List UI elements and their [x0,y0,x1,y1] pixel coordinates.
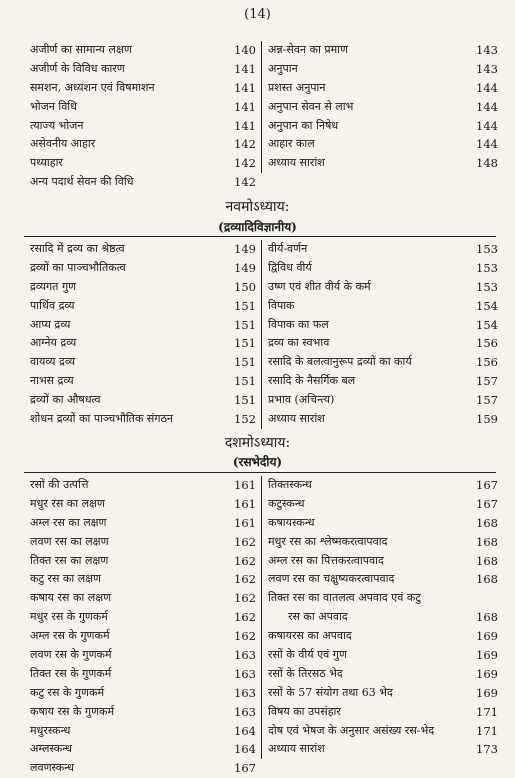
toc-entry-title: अजीर्ण का सामान्य लक्षण [30,43,132,56]
toc-entry [262,240,498,259]
toc-entry [262,608,498,627]
toc-entry [262,79,498,98]
toc-entry-page: 154 [476,317,498,332]
toc-entry-page: 161 [234,496,256,511]
toc-entry-title: अन्न-सेवन का प्रमाण [268,43,348,56]
toc-entry-page: 151 [234,336,256,351]
toc-entry-page: 167 [476,478,498,492]
toc-entry [262,646,498,665]
toc-entry [24,514,261,533]
toc-entry-page: 163 [234,704,256,719]
toc-entry-title: अम्लस्कन्ध [30,742,73,756]
toc-entry-title: द्रव्यगत गुण [30,279,77,293]
toc-entry-title: रसों की उत्पत्ति [30,478,89,491]
toc-entry [24,759,261,778]
chapter-9-subheading: (द्रव्यादिविज्ञानीय) [218,220,297,234]
toc-entry-page: 162 [234,553,256,568]
toc-entry-page: 151 [234,355,256,370]
toc-entry [24,79,261,98]
toc-entry-title: विपाक [268,298,295,312]
right-column [261,41,498,173]
toc-entry-title: दोष एवं भेषज के अनुसार असंख्य रस-भेद [268,723,435,737]
toc-entry [262,476,498,495]
chapter-10-rule [24,472,496,473]
toc-entry [24,476,261,495]
toc-entry-page: 168 [476,515,498,530]
toc-entry-page: 150 [234,279,256,294]
toc-entry-title: रसादि के बलत्वानुरूप द्रव्यों का कार्य [268,355,412,369]
toc-entry-title: विपाक का फल [268,317,329,331]
toc-entry [24,135,261,154]
toc-entry-page: 173 [476,742,498,757]
toc-entry [24,722,261,741]
toc-entry-page: 151 [234,374,256,389]
toc-entry-title: द्विविध वीर्य [268,260,312,274]
toc-entry-title: कटु रस का लक्षण [30,572,102,586]
toc-entry [24,353,261,372]
toc-entry [262,353,498,372]
toc-entry-page: 151 [234,393,256,408]
toc-entry [24,297,261,316]
toc-entry-page: 144 [476,80,498,95]
toc-entry [262,570,498,589]
toc-entry-page: 152 [234,412,256,427]
toc-entry-page: 164 [234,723,256,738]
toc-entry [24,173,261,192]
chapter-10-subheading: (रसभेदीय) [232,455,283,469]
toc-entry-page: 168 [476,572,498,587]
toc-entry [262,391,498,410]
toc-entry-title: तिक्त रस के गुणकर्म [30,666,112,680]
toc-entry-page: 157 [476,374,498,389]
toc-entry-title: आप्य द्रव्य [30,317,71,331]
toc-entry-title: रसों के तिरसठ भेद [268,666,343,680]
toc-entry [24,552,261,571]
toc-entry [24,684,261,703]
toc-entry-title: प्रभाव (अचिन्त्य) [268,393,335,407]
chapter-9-rule [24,236,496,237]
toc-entry [262,98,498,117]
toc-entry-title: तिक्तस्कन्ध [268,478,312,491]
toc-entry-title: असेवनीय आहार [30,137,96,151]
toc-entry-title: अध्याय सारांश [268,156,325,170]
toc-entry [24,410,261,429]
toc-entry-title: कटु रस के गुणकर्म [30,685,105,699]
toc-entry-page: 140 [234,43,256,57]
toc-entry-page: 149 [234,260,256,275]
toc-entry-page: 143 [476,43,498,57]
toc-entry-title: अम्ल रस का पित्तकरत्वापवाद [268,553,384,567]
toc-entry [262,410,498,429]
toc-entry-title: अम्ल रस का लक्षण [30,515,107,529]
toc-entry [24,646,261,665]
toc-entry-page: 144 [476,137,498,152]
toc-entry-title: द्रव्य का स्वभाव [268,336,330,350]
toc-entry [24,665,261,684]
toc-entry [24,278,261,297]
toc-entry-title: प्रशस्त अनुपान [268,80,326,94]
toc-entry [262,684,498,703]
toc-entry [262,41,498,60]
toc-entry-title: भोजन विधि [30,99,77,113]
toc-entry [24,240,261,259]
toc-entry-title: आहार काल [268,137,315,151]
toc-entry [24,154,261,173]
toc-entry [24,372,261,391]
toc-entry-title: अन्य पदार्थ सेवन की विधि [30,175,134,189]
toc-entry-page: 148 [476,156,498,171]
toc-entry-title: तिक्त रस का वातलत्व अपवाद एवं कटु [268,591,421,605]
toc-entry-page: 143 [476,61,498,76]
toc-entry-title: मधुर रस का श्लेष्मकरत्वापवाद [268,534,388,548]
toc-entry-page: 149 [234,242,256,256]
toc-entry-title: आग्नेय द्रव्य [30,336,77,350]
toc-entry [262,60,498,79]
toc-entry [262,703,498,722]
toc-entry-page: 169 [476,685,498,700]
right-column [261,240,498,429]
toc-entry [24,703,261,722]
toc-entry-title: अजीर्ण के विविध कारण [30,61,125,75]
toc-entry-page: 144 [476,118,498,133]
toc-entry-page: 167 [234,761,256,776]
toc-entry-title: कषाय रस का लक्षण [30,591,112,605]
toc-entry [24,533,261,552]
toc-entry-page: 168 [476,553,498,568]
toc-entry-title: विषय का उपसंहार [268,704,341,718]
left-column [24,476,261,778]
toc-entry-page: 154 [476,298,498,313]
toc-entry-page: 142 [234,175,256,190]
toc-entry-page: 153 [476,279,498,294]
toc-entry-page: 168 [476,534,498,549]
toc-entry-page: 142 [234,156,256,171]
toc-entry-page: 169 [476,666,498,681]
toc-entry-page: 164 [234,742,256,757]
toc-entry-title: वायव्य द्रव्य [30,355,75,369]
toc-entry-title: वीर्य-वर्णन [268,242,308,255]
toc-entry [262,589,498,608]
toc-entry-title: लवणस्कन्ध [30,761,75,775]
toc-entry [262,627,498,646]
toc-entry-title: अनुपान सेवन से लाभ [268,99,354,113]
toc-entry-title: अनुपान [268,61,298,75]
toc-entry [262,533,498,552]
toc-entry-title: लवण रस के गुणकर्म [30,648,112,662]
toc-entry-title: रसों के 57 संयोग तथा 63 भेद [268,685,393,699]
toc-entry [24,495,261,514]
toc-entry-page: 141 [234,99,256,114]
toc-entry-title: रसादि के नैसर्गिक बल [268,374,356,388]
toc-entry-title: अध्याय सारांश [268,412,325,426]
toc-entry [24,334,261,353]
toc-entry [262,135,498,154]
toc-entry [262,514,498,533]
toc-entry-page: 153 [476,260,498,275]
chapter-10-heading: दशमोऽध्याय: [224,435,291,451]
toc-entry-title: त्याज्य भोजन [30,118,84,132]
toc-entry-title: कटुस्कन्ध [268,496,305,510]
toc-entry-title: अध्याय सारांश [268,742,325,756]
toc-entry-page: 162 [234,572,256,587]
toc-entry-title: रसादि में द्रव्य का श्रेष्ठत्व [30,242,125,255]
toc-entry-page: 169 [476,629,498,644]
toc-entry-page: 162 [234,591,256,606]
toc-entry-title: शोधन द्रव्यों का पाञ्चभौतिक संगठन [30,412,174,426]
toc-entry [262,372,498,391]
toc-entry [24,259,261,278]
toc-entry [262,259,498,278]
toc-entry-page: 162 [234,629,256,644]
toc-entry [262,117,498,136]
toc-entry-page: 163 [234,648,256,663]
toc-entry [262,278,498,297]
toc-entry [262,740,498,759]
toc-entry [262,552,498,571]
toc-entry-title: कषायस्कन्ध [268,515,315,529]
toc-entry [262,665,498,684]
toc-entry [262,722,498,741]
toc-entry-page: 161 [234,478,256,492]
toc-entry-page: 161 [234,515,256,530]
toc-entry-title: मधुर रस के गुणकर्म [30,610,108,624]
toc-entry-page: 151 [234,317,256,332]
toc-entry-title: समशन, अध्यशन एवं विषमाशन [30,80,155,94]
toc-entry-page: 156 [476,336,498,351]
toc-entry-page: 156 [476,355,498,370]
toc-entry-title: लवण रस का लक्षण [30,534,109,548]
toc-entry [24,391,261,410]
toc-entry-page: 171 [476,723,498,738]
toc-entry-title: द्रव्यों का पाञ्चभौतिकत्व [30,260,126,274]
toc-entry-title: लवण रस का चक्षुष्यकरत्वापवाद [268,572,395,586]
toc-entry-page: 168 [476,610,498,625]
toc-entry [24,570,261,589]
toc-entry-page: 157 [476,393,498,408]
toc-entry-page: 141 [234,61,256,76]
left-column [24,41,261,192]
toc-entry-page: 163 [234,666,256,681]
toc-entry-title: कषायरस का अपवाद [268,629,352,643]
toc-entry-title: मधुरस्कन्ध [30,723,71,737]
toc-entry-page: 159 [476,412,498,427]
toc-entry-page: 171 [476,704,498,719]
toc-entry [24,627,261,646]
toc-entry-page: 151 [234,298,256,313]
toc-entry-title: पथ्याहार [30,156,63,170]
toc-entry [262,316,498,335]
toc-entry-title: अनुपान का निषेध [268,118,339,132]
toc-entry-title: रसों के वीर्य एवं गुण [268,648,347,662]
toc-entry [262,297,498,316]
toc-entry-page: 144 [476,99,498,114]
toc-entry [24,608,261,627]
toc-entry-page: 167 [476,496,498,511]
toc-entry-page: 169 [476,648,498,663]
chapter-9-heading: नवमोऽध्याय: [225,199,290,215]
toc-entry [24,41,261,60]
toc-entry-title: अम्ल रस के गुणकर्म [30,629,110,643]
toc-entry [24,316,261,335]
toc-entry-title: पार्थिव द्रव्य [30,298,75,312]
toc-entry [24,117,261,136]
toc-entry [262,334,498,353]
toc-entry-title: उष्ण एवं शीत वीर्य के कर्म [268,279,371,293]
toc-entry-page: 142 [234,137,256,152]
page-number: (14) [244,7,271,22]
toc-entry-title: रस का अपवाद [288,610,348,624]
toc-entry [24,589,261,608]
toc-entry-title: मधुर रस का लक्षण [30,496,105,510]
toc-entry-page: 162 [234,534,256,549]
toc-entry-page: 141 [234,118,256,133]
toc-entry-title: कषाय रस के गुणकर्म [30,704,115,718]
right-column [261,476,498,759]
toc-entry [24,98,261,117]
toc-entry [24,740,261,759]
toc-entry-title: तिक्त रस का लक्षण [30,553,109,567]
toc-entry-page: 163 [234,685,256,700]
toc-entry [24,60,261,79]
toc-entry-title: द्रव्यों का औषधत्व [30,393,101,407]
left-column [24,240,261,429]
toc-entry-page: 162 [234,610,256,625]
toc-entry-page: 153 [476,242,498,256]
toc-entry-page: 141 [234,80,256,95]
toc-entry [262,495,498,514]
toc-entry [262,154,498,173]
toc-entry-title: नाभस द्रव्य [30,374,74,388]
